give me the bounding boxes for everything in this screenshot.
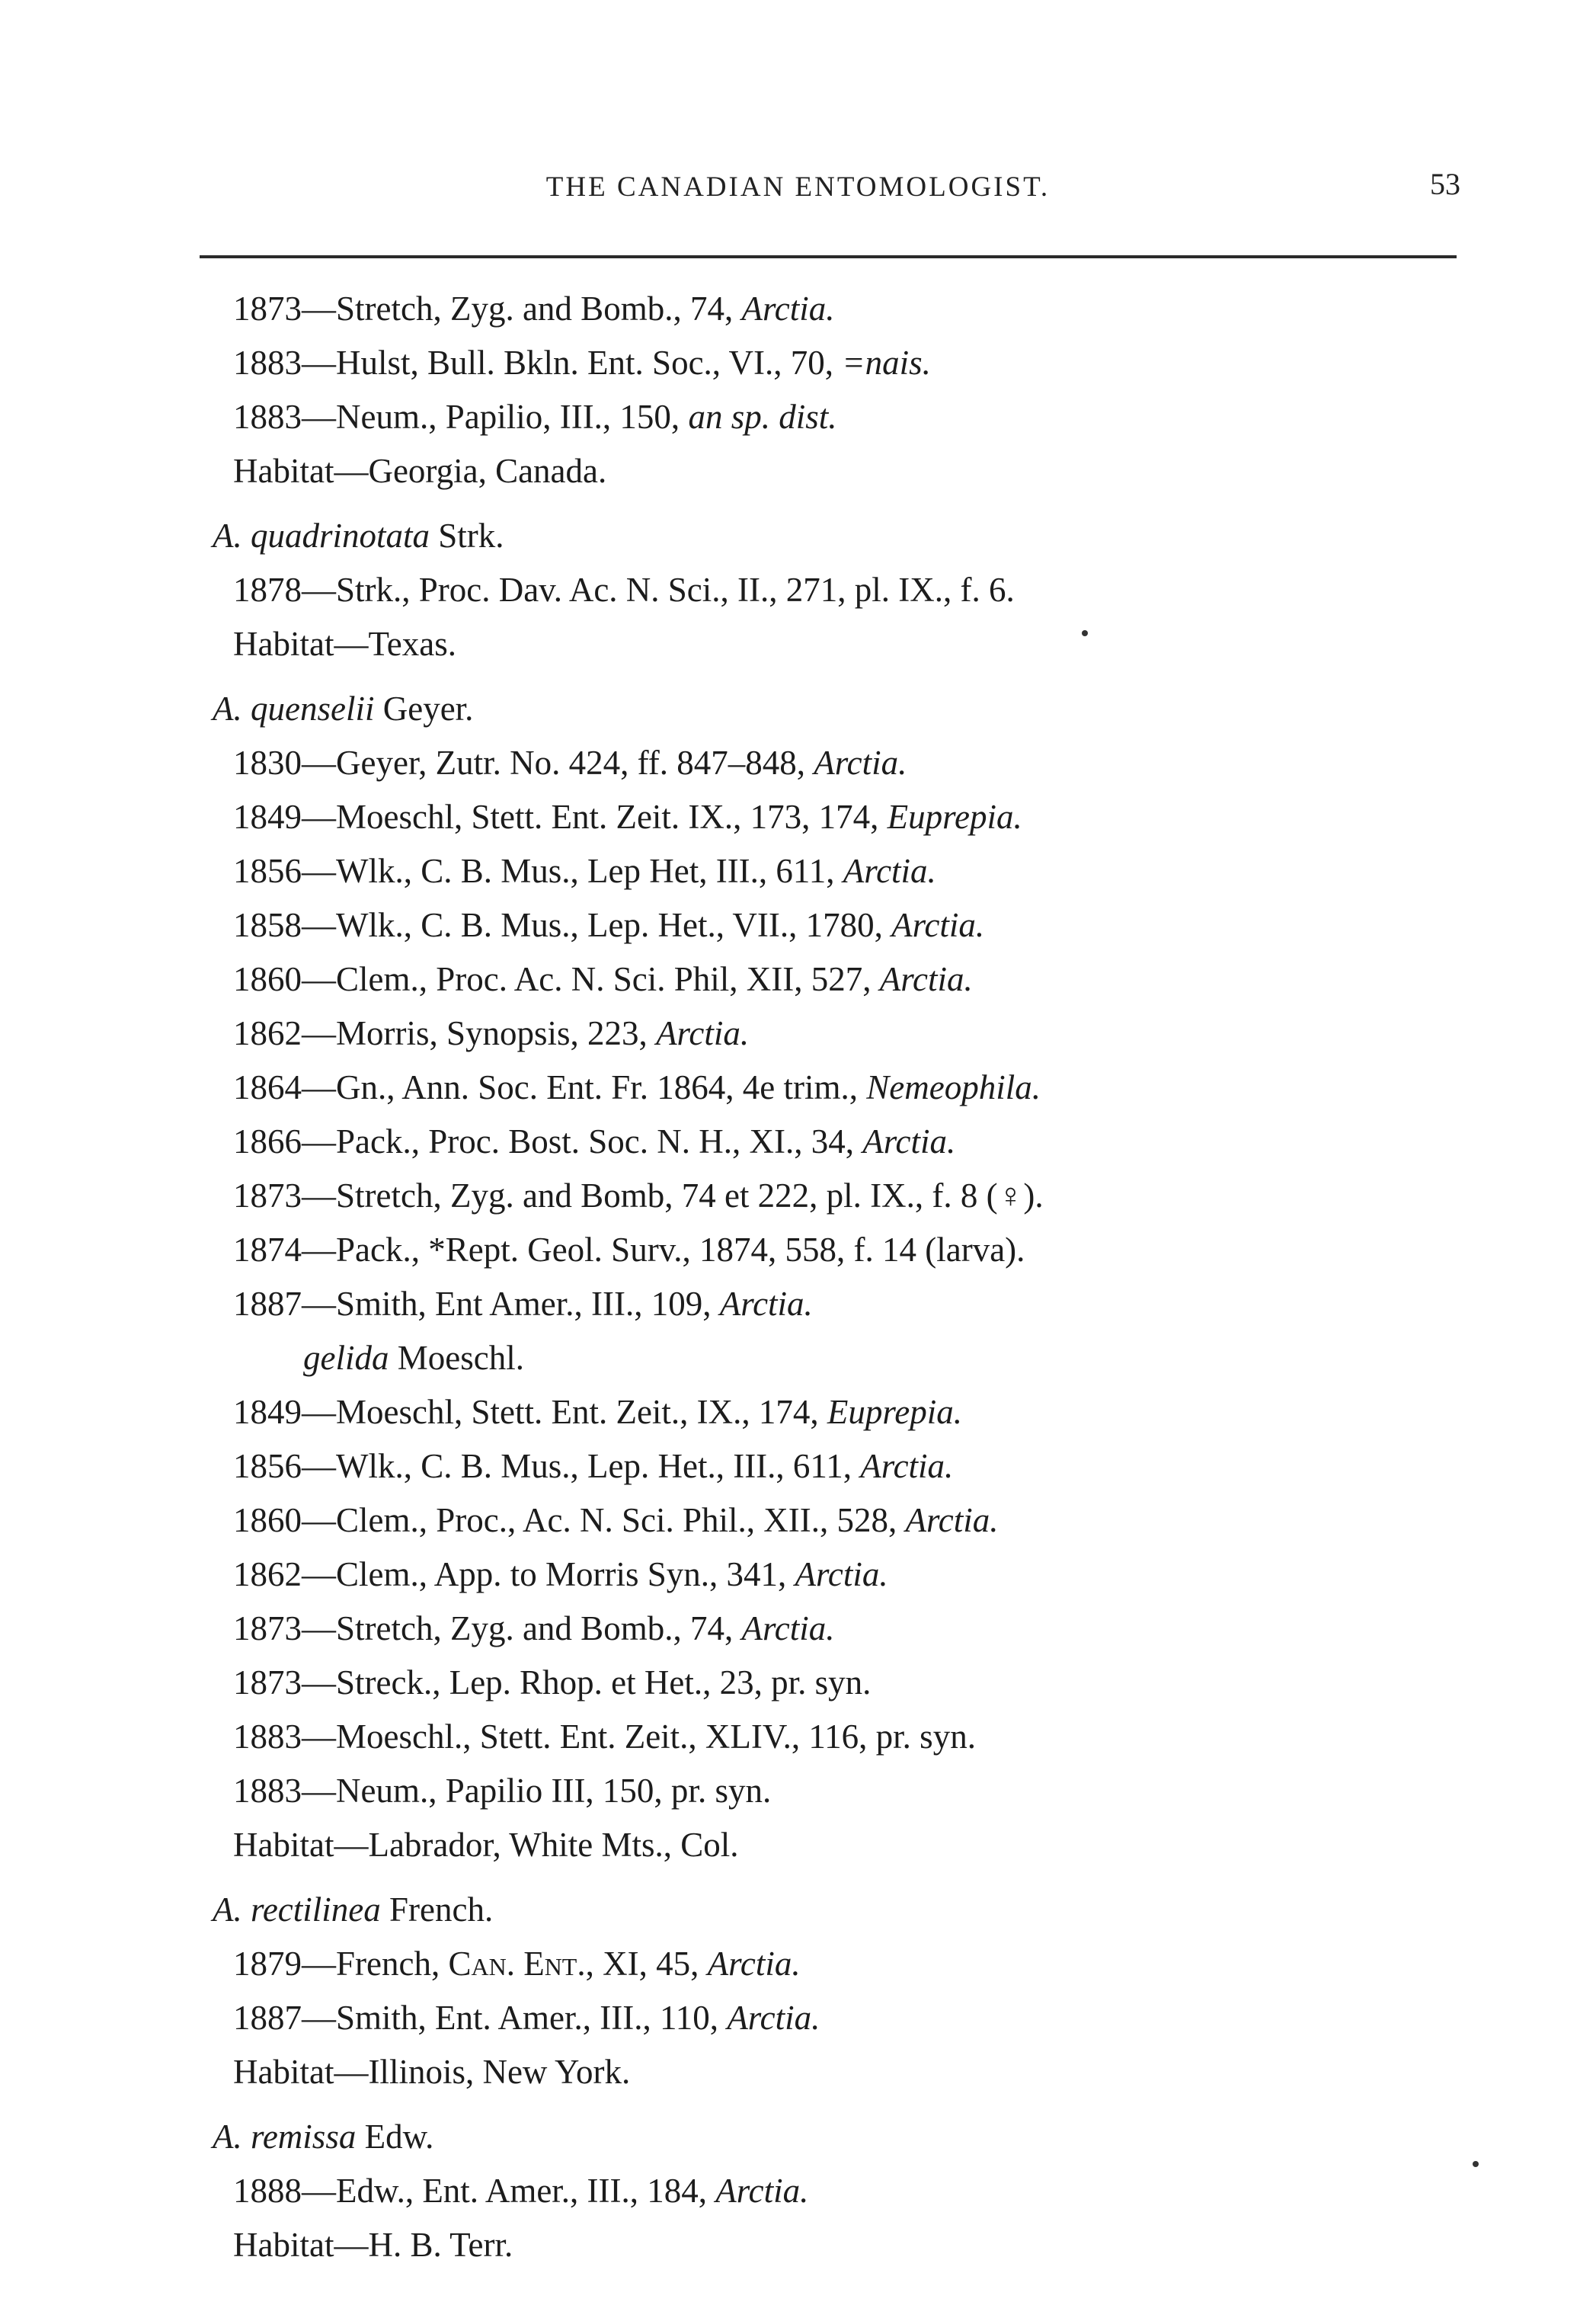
text-run: 1866—Pack., Proc. Bost. Soc. N. H., XI., 34,: [233, 1122, 863, 1161]
reference-line: [0, 1602, 1596, 1656]
reference-line: [0, 1223, 1596, 1277]
italic-name: Arctia.: [860, 1447, 954, 1485]
species-heading: [0, 1883, 1596, 1937]
reference-line: [0, 563, 1596, 617]
reference-line: [0, 1710, 1596, 1764]
text-run: 1883—Neum., Papilio, III., 150,: [233, 398, 689, 436]
reference-line: [0, 2045, 1596, 2099]
reference-line: [0, 1385, 1596, 1439]
text-run: 1879—French,: [233, 1945, 449, 1983]
italic-name: an sp. dist.: [688, 398, 837, 436]
text-run: 1860—Clem., Proc. Ac. N. Sci. Phil, XII, 527,: [233, 960, 880, 998]
text-run: , XI, 45,: [585, 1945, 708, 1983]
reference-line: [0, 1277, 1596, 1331]
text-run: Habitat—H. B. Terr.: [233, 2226, 513, 2264]
text-run: 1862—Clem., App. to Morris Syn., 341,: [233, 1555, 795, 1593]
italic-name: Euprepia.: [827, 1393, 962, 1431]
print-speck: [1082, 630, 1088, 636]
text-run: 1887—Smith, Ent. Amer., III., 110,: [233, 1999, 728, 2037]
italic-name: Arctia.: [795, 1555, 888, 1593]
print-speck: [1473, 2161, 1479, 2167]
text-run: Habitat—Labrador, White Mts., Col.: [233, 1826, 739, 1864]
variety-heading: [0, 1331, 1596, 1385]
species-heading: [0, 509, 1596, 563]
species-heading: [0, 2110, 1596, 2164]
text-run: French.: [380, 1890, 494, 1929]
italic-name: Arctia.: [814, 744, 907, 782]
text-run: 1856—Wlk., C. B. Mus., Lep Het, III., 611,: [233, 852, 843, 890]
reference-line: [0, 1937, 1596, 1991]
text-run: 1849—Moeschl, Stett. Ent. Zeit. IX., 173, 174,: [233, 798, 888, 836]
italic-name: Arctia.: [727, 1999, 820, 2037]
italic-name: Euprepia.: [887, 798, 1022, 836]
italic-name: Arctia.: [843, 852, 936, 890]
reference-line: [0, 736, 1596, 790]
reference-line: [0, 336, 1596, 390]
reference-line: [0, 1007, 1596, 1061]
italic-name: Arctia.: [719, 1285, 813, 1323]
text-run: 1873—Stretch, Zyg. and Bomb, 74 et 222, pl. IX., f. 8 (♀).: [233, 1177, 1044, 1215]
text-run: Habitat—Illinois, New York.: [233, 2053, 631, 2091]
text-run: Habitat—Texas.: [233, 625, 457, 663]
text-run: 1860—Clem., Proc., Ac. N. Sci. Phil., XII., 528,: [233, 1501, 906, 1539]
reference-line: [0, 2218, 1596, 2272]
reference-line: [0, 1818, 1596, 1872]
reference-line: [0, 2164, 1596, 2218]
text-run: 1858—Wlk., C. B. Mus., Lep. Het., VII., 1780,: [233, 906, 892, 944]
text-run: 1849—Moeschl, Stett. Ent. Zeit., IX., 174,: [233, 1393, 827, 1431]
italic-name: Arctia.: [891, 906, 985, 944]
text-run: 1883—Hulst, Bull. Bkln. Ent. Soc., VI., 70,: [233, 344, 843, 382]
reference-line: [0, 1656, 1596, 1710]
page-number: 53: [1430, 167, 1460, 201]
reference-line: [0, 1493, 1596, 1548]
header-rule: [200, 255, 1457, 258]
italic-name: Nemeophila.: [866, 1068, 1041, 1106]
italic-name: A. rectilinea: [213, 1890, 381, 1929]
text-run: 1878—Strk., Proc. Dav. Ac. N. Sci., II., 271, pl. IX., f. 6.: [233, 571, 1015, 609]
text-run: 1862—Morris, Synopsis, 223,: [233, 1014, 657, 1052]
italic-name: Arctia.: [741, 1609, 835, 1647]
reference-line: [0, 844, 1596, 898]
reference-line: [0, 1991, 1596, 2045]
text-run: Geyer.: [374, 690, 474, 728]
reference-line: [0, 1764, 1596, 1818]
text-run: 1873—Stretch, Zyg. and Bomb., 74,: [233, 1609, 742, 1647]
italic-name: A. quadrinotata: [213, 517, 430, 555]
text-run: 1883—Neum., Papilio III, 150, pr. syn.: [233, 1772, 772, 1810]
italic-name: Arctia.: [656, 1014, 750, 1052]
italic-name: Arctia.: [715, 2172, 809, 2210]
italic-name: Arctia.: [862, 1122, 956, 1161]
reference-line: [0, 952, 1596, 1007]
reference-line: [0, 1548, 1596, 1602]
reference-line: [0, 444, 1596, 498]
reference-line: [0, 1061, 1596, 1115]
text-run: 1830—Geyer, Zutr. No. 424, ff. 847–848,: [233, 744, 814, 782]
reference-line: [0, 898, 1596, 952]
italic-name: A. remissa: [213, 2118, 357, 2156]
reference-line: [0, 282, 1596, 336]
reference-line: [0, 1115, 1596, 1169]
italic-name: Arctia.: [879, 960, 973, 998]
text-run: Moeschl.: [389, 1339, 524, 1377]
text-run: 1864—Gn., Ann. Soc. Ent. Fr. 1864, 4e trim.,: [233, 1068, 867, 1106]
text-run: 1883—Moeschl., Stett. Ent. Zeit., XLIV., 116, pr. syn.: [233, 1718, 976, 1756]
reference-line: [0, 617, 1596, 671]
running-head: THE CANADIAN ENTOMOLOGIST.: [545, 171, 1051, 203]
text-run: 1856—Wlk., C. B. Mus., Lep. Het., III., 611,: [233, 1447, 861, 1485]
reference-line: [0, 1439, 1596, 1493]
reference-line: [0, 1169, 1596, 1223]
text-run: Habitat—Georgia, Canada.: [233, 452, 607, 490]
italic-name: gelida: [303, 1339, 389, 1377]
text-run: 1873—Streck., Lep. Rhop. et Het., 23, pr. syn.: [233, 1663, 872, 1702]
text-run: Can. Ent.: [448, 1945, 586, 1983]
italic-name: A. quenselii: [213, 690, 375, 728]
reference-line: [0, 790, 1596, 844]
text-run: 1887—Smith, Ent Amer., III., 109,: [233, 1285, 720, 1323]
species-heading: [0, 682, 1596, 736]
italic-name: =nais.: [842, 344, 931, 382]
text-run: Edw.: [356, 2118, 434, 2156]
italic-name: Arctia.: [905, 1501, 999, 1539]
text-run: 1873—Stretch, Zyg. and Bomb., 74,: [233, 290, 742, 328]
species-entries: [0, 282, 1596, 2272]
italic-name: Arctia.: [741, 290, 835, 328]
text-run: 1888—Edw., Ent. Amer., III., 184,: [233, 2172, 716, 2210]
reference-line: [0, 390, 1596, 444]
text-run: 1874—Pack., *Rept. Geol. Surv., 1874, 558, f. 14 (larva).: [233, 1231, 1025, 1269]
text-run: Strk.: [430, 517, 504, 555]
italic-name: Arctia.: [707, 1945, 801, 1983]
